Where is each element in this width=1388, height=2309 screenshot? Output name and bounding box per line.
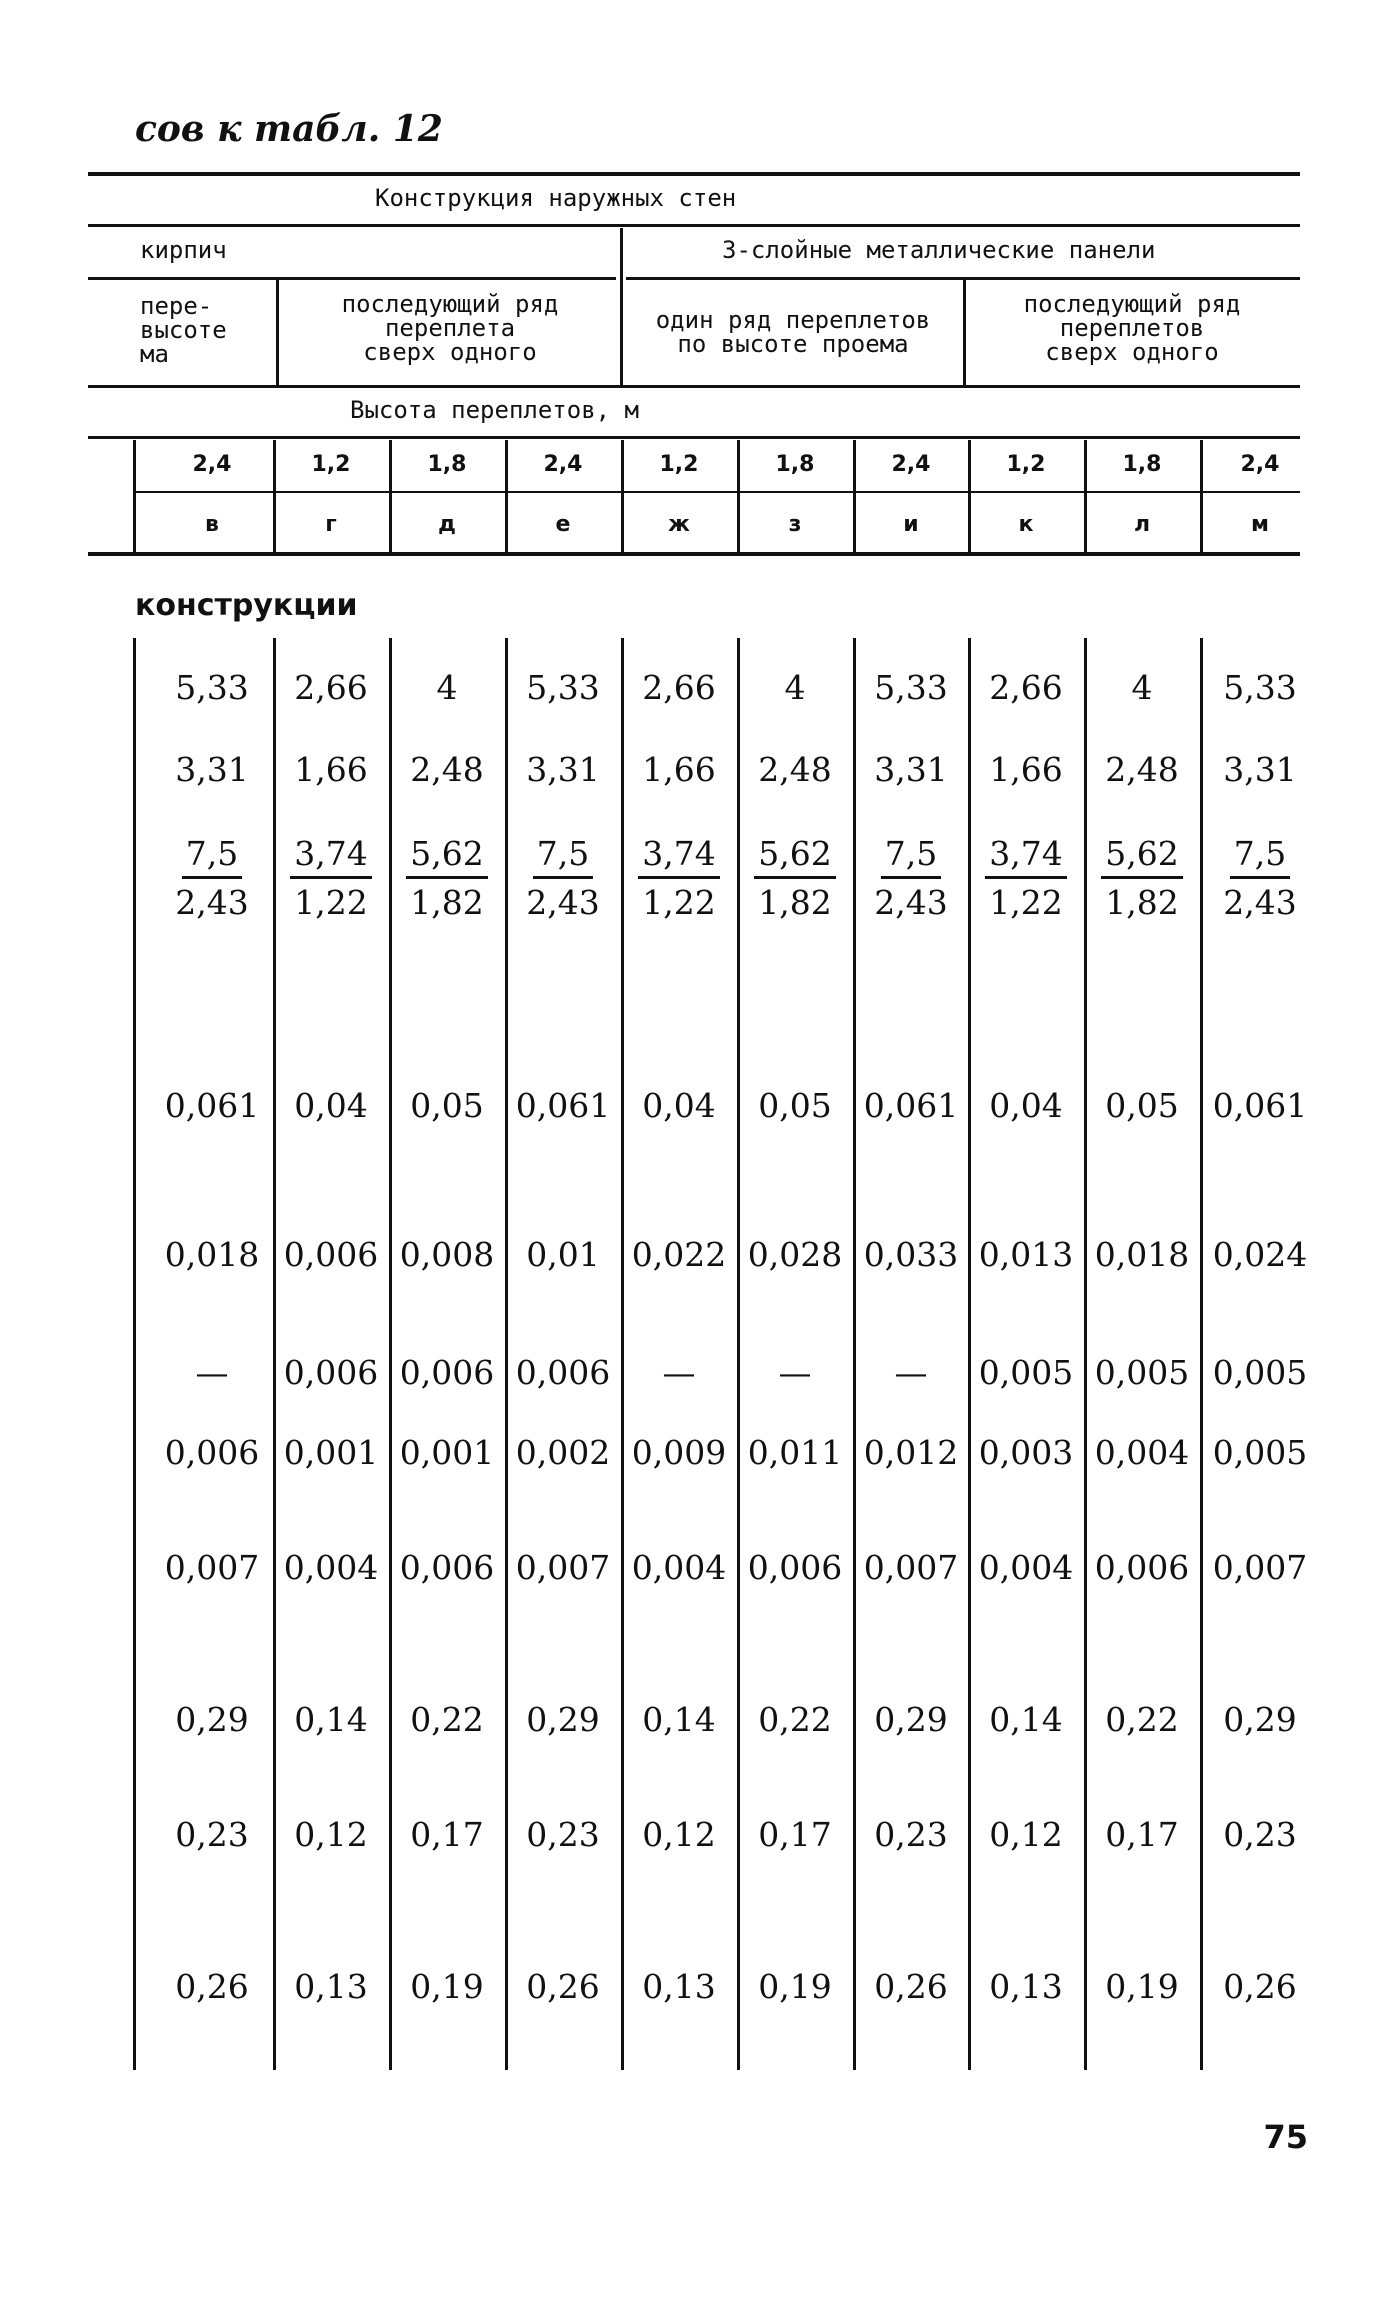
fraction-cell <box>390 834 504 923</box>
table-cell: 3,31 <box>874 750 948 789</box>
table-cell: 0,19 <box>758 1967 832 2006</box>
column-divider <box>133 440 136 556</box>
table-cell: 0,007 <box>164 1548 260 1587</box>
brick-next-row-header: последующий ряд переплета сверх одного <box>341 290 559 366</box>
table-cell: 0,22 <box>410 1700 484 1739</box>
table-cell: 0,005 <box>1212 1353 1308 1392</box>
table-cell: 0,022 <box>631 1235 727 1274</box>
table-cell: 0,061 <box>1212 1086 1308 1125</box>
table-cell: 0,003 <box>978 1433 1074 1472</box>
height-value: 1,8 <box>1122 452 1162 477</box>
fraction-numerator: 7,5 <box>182 836 242 879</box>
table-cell: 0,005 <box>1212 1433 1308 1472</box>
fraction-denominator: 2,43 <box>526 883 600 922</box>
table-cell: 0,13 <box>642 1967 716 2006</box>
fraction-denominator: 1,82 <box>758 883 832 922</box>
table-cell: 0,05 <box>1105 1086 1179 1125</box>
table-cell: 3,31 <box>1223 750 1297 789</box>
table-cell: — <box>662 1353 696 1392</box>
table-cell: 4 <box>436 668 458 707</box>
column-letter: е <box>555 512 571 537</box>
table-cell: 0,018 <box>1094 1235 1190 1274</box>
table-cell: 0,028 <box>747 1235 843 1274</box>
fraction-denominator: 1,22 <box>989 883 1063 922</box>
table-cell: 0,17 <box>758 1815 832 1854</box>
fraction-numerator: 3,74 <box>638 836 719 879</box>
header-divider <box>620 228 623 386</box>
table-cell: 0,17 <box>1105 1815 1179 1854</box>
table-cell: 0,061 <box>164 1086 260 1125</box>
header-rule <box>88 436 1300 439</box>
brick-first-row-header: пере- высоте ма <box>140 292 227 368</box>
table-cell: 0,002 <box>515 1433 611 1472</box>
table-cell: 0,05 <box>410 1086 484 1125</box>
fraction-cell <box>1085 834 1199 923</box>
fraction-denominator: 2,43 <box>874 883 948 922</box>
table-cell: 0,061 <box>863 1086 959 1125</box>
fraction-denominator: 1,82 <box>1105 883 1179 922</box>
table-cell: 0,006 <box>399 1353 495 1392</box>
table-cell: 1,66 <box>642 750 716 789</box>
table-cell: 2,48 <box>1105 750 1179 789</box>
table-cell: 4 <box>784 668 806 707</box>
fraction-numerator: 5,62 <box>1101 836 1182 879</box>
column-letter: ж <box>668 512 690 537</box>
column-letter: к <box>1018 512 1034 537</box>
table-cell: 0,12 <box>642 1815 716 1854</box>
table-cell: 0,12 <box>294 1815 368 1854</box>
column-letter: в <box>205 512 219 537</box>
height-value: 1,2 <box>659 452 699 477</box>
table-cell: 0,23 <box>1223 1815 1297 1854</box>
table-cell: 5,33 <box>874 668 948 707</box>
table-cell: 0,006 <box>399 1548 495 1587</box>
column-letter: л <box>1133 512 1151 537</box>
table-cell: 0,011 <box>747 1433 843 1472</box>
header-rule <box>88 385 1300 388</box>
header-divider <box>276 280 279 386</box>
table-cell: 0,007 <box>863 1548 959 1587</box>
table-cell: 1,66 <box>294 750 368 789</box>
table-cell: 0,004 <box>631 1548 727 1587</box>
table-cell: 0,26 <box>874 1967 948 2006</box>
table-cell: 0,009 <box>631 1433 727 1472</box>
table-cell: 0,13 <box>294 1967 368 2006</box>
table-cell: 0,14 <box>294 1700 368 1739</box>
height-value: 1,2 <box>311 452 351 477</box>
header-rule <box>88 552 1300 556</box>
table-cell: 0,04 <box>294 1086 368 1125</box>
fraction-cell <box>274 834 388 923</box>
table-cell: 0,22 <box>1105 1700 1179 1739</box>
column-letter: м <box>1251 512 1269 537</box>
fraction-denominator: 2,43 <box>1223 883 1297 922</box>
table-cell: 0,061 <box>515 1086 611 1125</box>
header-rule <box>88 277 616 280</box>
column-letter: г <box>325 512 337 537</box>
header-rule <box>88 224 1300 227</box>
table-cell: 0,19 <box>1105 1967 1179 2006</box>
table-cell: 0,012 <box>863 1433 959 1472</box>
table-cell: 0,04 <box>642 1086 716 1125</box>
table-cell: 0,23 <box>175 1815 249 1854</box>
column-divider <box>133 638 136 2070</box>
table-cell: 0,19 <box>410 1967 484 2006</box>
table-cell: 0,006 <box>164 1433 260 1472</box>
table-cell: 0,23 <box>874 1815 948 1854</box>
table-cell: 0,13 <box>989 1967 1063 2006</box>
column-letter: з <box>788 512 802 537</box>
fraction-cell <box>155 834 269 923</box>
height-label: Высота переплетов, м <box>350 396 639 424</box>
table-cell: 0,001 <box>283 1433 379 1472</box>
table-cell: 0,018 <box>164 1235 260 1274</box>
table-cell: 5,33 <box>175 668 249 707</box>
fraction-denominator: 1,82 <box>410 883 484 922</box>
header-rule <box>133 491 1300 493</box>
table-cell: 0,01 <box>526 1235 600 1274</box>
fraction-denominator: 1,22 <box>294 883 368 922</box>
table-cell: — <box>894 1353 928 1392</box>
table-cell: 2,66 <box>989 668 1063 707</box>
table-cell: 0,005 <box>1094 1353 1190 1392</box>
fraction-cell <box>506 834 620 923</box>
table-cell: 0,14 <box>989 1700 1063 1739</box>
table-cell: 0,008 <box>399 1235 495 1274</box>
table-cell: 4 <box>1131 668 1153 707</box>
height-value: 1,8 <box>775 452 815 477</box>
fraction-cell <box>969 834 1083 923</box>
fraction-numerator: 7,5 <box>533 836 593 879</box>
fraction-numerator: 3,74 <box>985 836 1066 879</box>
table-cell: 0,29 <box>175 1700 249 1739</box>
table-cell: 0,29 <box>874 1700 948 1739</box>
height-value: 2,4 <box>543 452 583 477</box>
table-cell: 0,033 <box>863 1235 959 1274</box>
table-cell: 2,48 <box>758 750 832 789</box>
table-cell: 0,006 <box>515 1353 611 1392</box>
table-cell: 0,013 <box>978 1235 1074 1274</box>
table-cell: 0,14 <box>642 1700 716 1739</box>
header-divider <box>963 280 966 386</box>
table-cell: 3,31 <box>175 750 249 789</box>
table-cell: 2,66 <box>294 668 368 707</box>
table-cell: 0,024 <box>1212 1235 1308 1274</box>
table-cell: 5,33 <box>526 668 600 707</box>
table-cell: 0,26 <box>175 1967 249 2006</box>
table-cell: 0,006 <box>283 1235 379 1274</box>
fraction-cell <box>1203 834 1317 923</box>
fraction-denominator: 2,43 <box>175 883 249 922</box>
table-cell: 0,29 <box>526 1700 600 1739</box>
table-cell: 2,48 <box>410 750 484 789</box>
construction-header: Конструкция наружных стен <box>375 184 737 212</box>
table-cell: 1,66 <box>989 750 1063 789</box>
height-value: 2,4 <box>1240 452 1280 477</box>
table-cell: 0,17 <box>410 1815 484 1854</box>
section-label: конструкции <box>135 588 358 623</box>
table-cell: 0,007 <box>515 1548 611 1587</box>
header-rule <box>88 172 1300 176</box>
fraction-numerator: 5,62 <box>406 836 487 879</box>
fraction-numerator: 7,5 <box>881 836 941 879</box>
table-cell: 0,23 <box>526 1815 600 1854</box>
page-title: сов к табл. 12 <box>135 108 443 150</box>
page-number: 75 <box>1263 2118 1308 2156</box>
table-cell: 0,26 <box>526 1967 600 2006</box>
table-cell: 2,66 <box>642 668 716 707</box>
table-cell: — <box>195 1353 229 1392</box>
fraction-denominator: 1,22 <box>642 883 716 922</box>
table-cell: 0,22 <box>758 1700 832 1739</box>
table-cell: 0,006 <box>283 1353 379 1392</box>
height-value: 2,4 <box>192 452 232 477</box>
table-cell: 0,29 <box>1223 1700 1297 1739</box>
column-letter: и <box>903 512 919 537</box>
fraction-cell <box>738 834 852 923</box>
fraction-numerator: 7,5 <box>1230 836 1290 879</box>
table-cell: 0,05 <box>758 1086 832 1125</box>
table-cell: 0,004 <box>283 1548 379 1587</box>
table-cell: 0,007 <box>1212 1548 1308 1587</box>
table-cell: 0,006 <box>747 1548 843 1587</box>
table-cell: 0,004 <box>1094 1433 1190 1472</box>
table-cell: 0,04 <box>989 1086 1063 1125</box>
fraction-cell <box>622 834 736 923</box>
brick-header: кирпич <box>140 236 227 264</box>
table-cell: 5,33 <box>1223 668 1297 707</box>
height-value: 1,2 <box>1006 452 1046 477</box>
table-cell: 3,31 <box>526 750 600 789</box>
fraction-numerator: 5,62 <box>754 836 835 879</box>
table-cell: 0,006 <box>1094 1548 1190 1587</box>
panel-next-row-header: последующий ряд переплетов сверх одного <box>1023 290 1241 366</box>
table-cell: 0,12 <box>989 1815 1063 1854</box>
table-cell: 0,005 <box>978 1353 1074 1392</box>
column-letter: д <box>438 512 456 537</box>
panels-header: 3-слойные металлические панели <box>722 236 1156 264</box>
table-cell: — <box>778 1353 812 1392</box>
panel-first-row-header: один ряд переплетов по высоте проема <box>655 306 931 358</box>
fraction-numerator: 3,74 <box>290 836 371 879</box>
height-value: 2,4 <box>891 452 931 477</box>
table-cell: 0,001 <box>399 1433 495 1472</box>
table-cell: 0,26 <box>1223 1967 1297 2006</box>
table-cell: 0,004 <box>978 1548 1074 1587</box>
height-value: 1,8 <box>427 452 467 477</box>
fraction-cell <box>854 834 968 923</box>
